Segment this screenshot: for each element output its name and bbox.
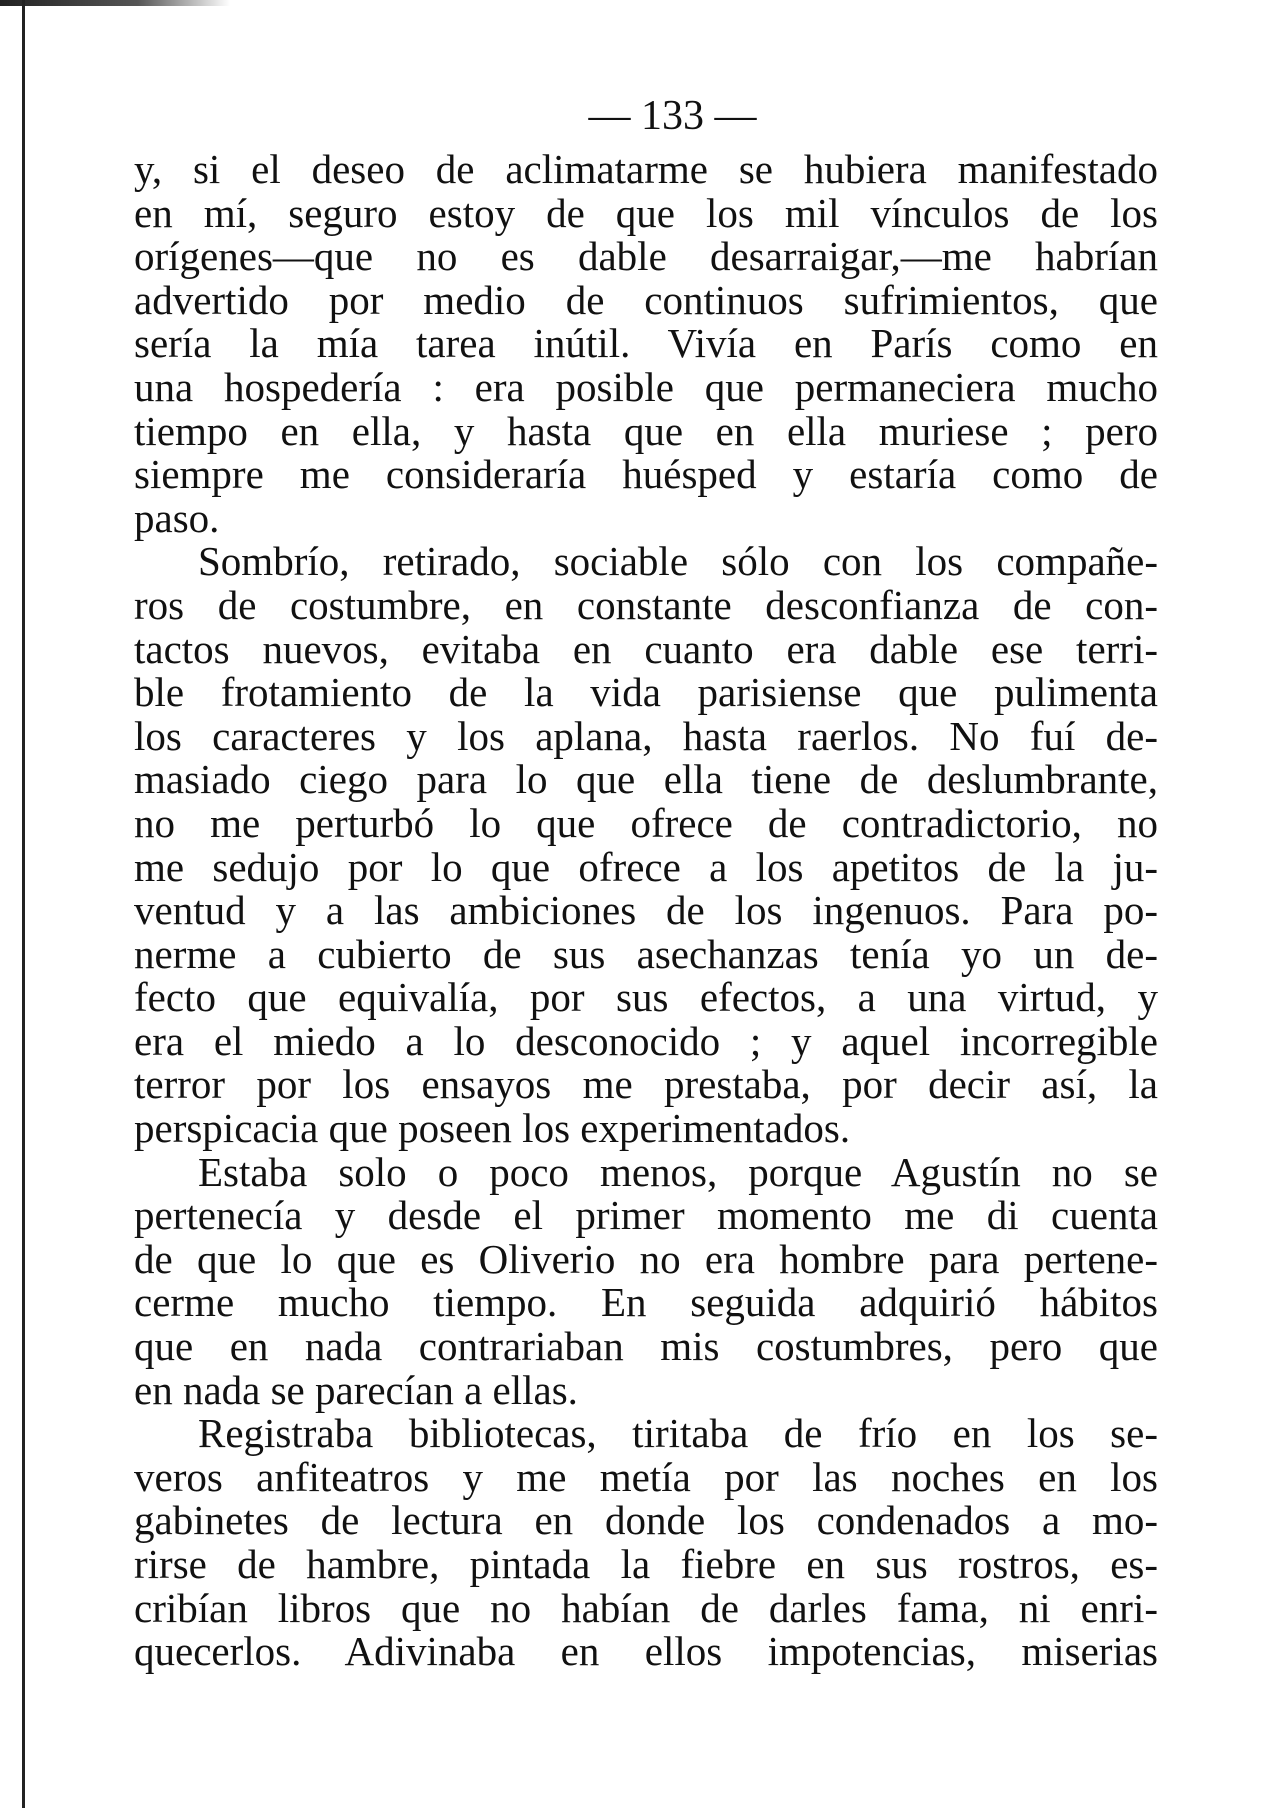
page-number: — 133 —: [588, 93, 757, 139]
text-line: cerme mucho tiempo. En seguida adquirió hábitos: [134, 1279, 1158, 1326]
text-line: rirse de hambre, pintada la fiebre en sus rostros, es-: [134, 1541, 1158, 1587]
text-line: que en nada contrariaban mis costumbres, pero que: [134, 1323, 1158, 1370]
paragraph-first-line: Registraba bibliotecas, tiritaba de frío en los se-: [198, 1410, 1158, 1457]
text-line: en mí, seguro estoy de que los mil vínculos de los: [134, 189, 1158, 236]
scan-corner-mark: [0, 0, 230, 6]
text-line: pertenecía y desde el primer momento me di cuenta: [134, 1192, 1158, 1239]
text-line: ros de costumbre, en constante desconfianza de con-: [134, 581, 1158, 628]
page-edge-line: [22, 0, 25, 1808]
text-line: ble frotamiento de la vida parisiense que pulimenta: [134, 669, 1158, 716]
text-line: orígenes—que no es dable desarraigar,—me habrían: [134, 233, 1158, 280]
text-line: advertido por medio de continuos sufrimientos, que: [134, 276, 1158, 323]
paragraph-first-line: Estaba solo o poco menos, porque Agustín no se: [198, 1148, 1158, 1195]
text-line: en nada se parecían a ellas.: [134, 1366, 578, 1413]
text-line: siempre me consideraría huésped y estaría como de: [134, 451, 1158, 498]
text-line: fecto que equivalía, por sus efectos, a una virtud, y: [134, 974, 1158, 1021]
text-line: perspicacia que poseen los experimentados.: [134, 1105, 851, 1152]
text-line: los caracteres y los aplana, hasta raerlos. No fuí de-: [134, 712, 1158, 759]
body-text: [134, 148, 1158, 1674]
text-line: era el miedo a lo desconocido ; y aquel incorregible: [134, 1017, 1158, 1064]
text-line: quecerlos. Adivinaba en ellos impotencias, miserias: [134, 1628, 1158, 1675]
text-line: ventud y a las ambiciones de los ingenuos. Para po-: [134, 887, 1158, 934]
text-line: no me perturbó lo que ofrece de contradictorio, no: [134, 799, 1158, 846]
text-line: tiempo en ella, y hasta que en ella muriese ; pero: [134, 407, 1158, 454]
text-line: veros anfiteatros y me metía por las noches en los: [134, 1453, 1158, 1500]
text-line: paso.: [134, 494, 220, 541]
text-line: nerme a cubierto de sus asechanzas tenía yo un de-: [134, 930, 1158, 977]
text-line: una hospedería : era posible que permaneciera mucho: [134, 363, 1158, 410]
text-line: cribían libros que no habían de darles fama, ni enri-: [134, 1584, 1158, 1631]
paragraph-first-line: Sombrío, retirado, sociable sólo con los compañe-: [198, 538, 1158, 585]
text-line: de que lo que es Oliverio no era hombre para pertene-: [134, 1235, 1158, 1282]
text-line: gabinetes de lectura en donde los condenados a mo-: [134, 1497, 1158, 1544]
text-line: me sedujo por lo que ofrece a los apetitos de la ju-: [134, 843, 1158, 890]
text-line: tactos nuevos, evitaba en cuanto era dable ese terri-: [134, 625, 1158, 672]
text-line: y, si el deseo de aclimatarme se hubiera manifestado: [134, 146, 1158, 192]
text-line: sería la mía tarea inútil. Vivía en París como en: [134, 320, 1158, 367]
text-line: terror por los ensayos me prestaba, por decir así, la: [134, 1061, 1158, 1108]
text-line: masiado ciego para lo que ella tiene de deslumbrante,: [134, 756, 1158, 803]
